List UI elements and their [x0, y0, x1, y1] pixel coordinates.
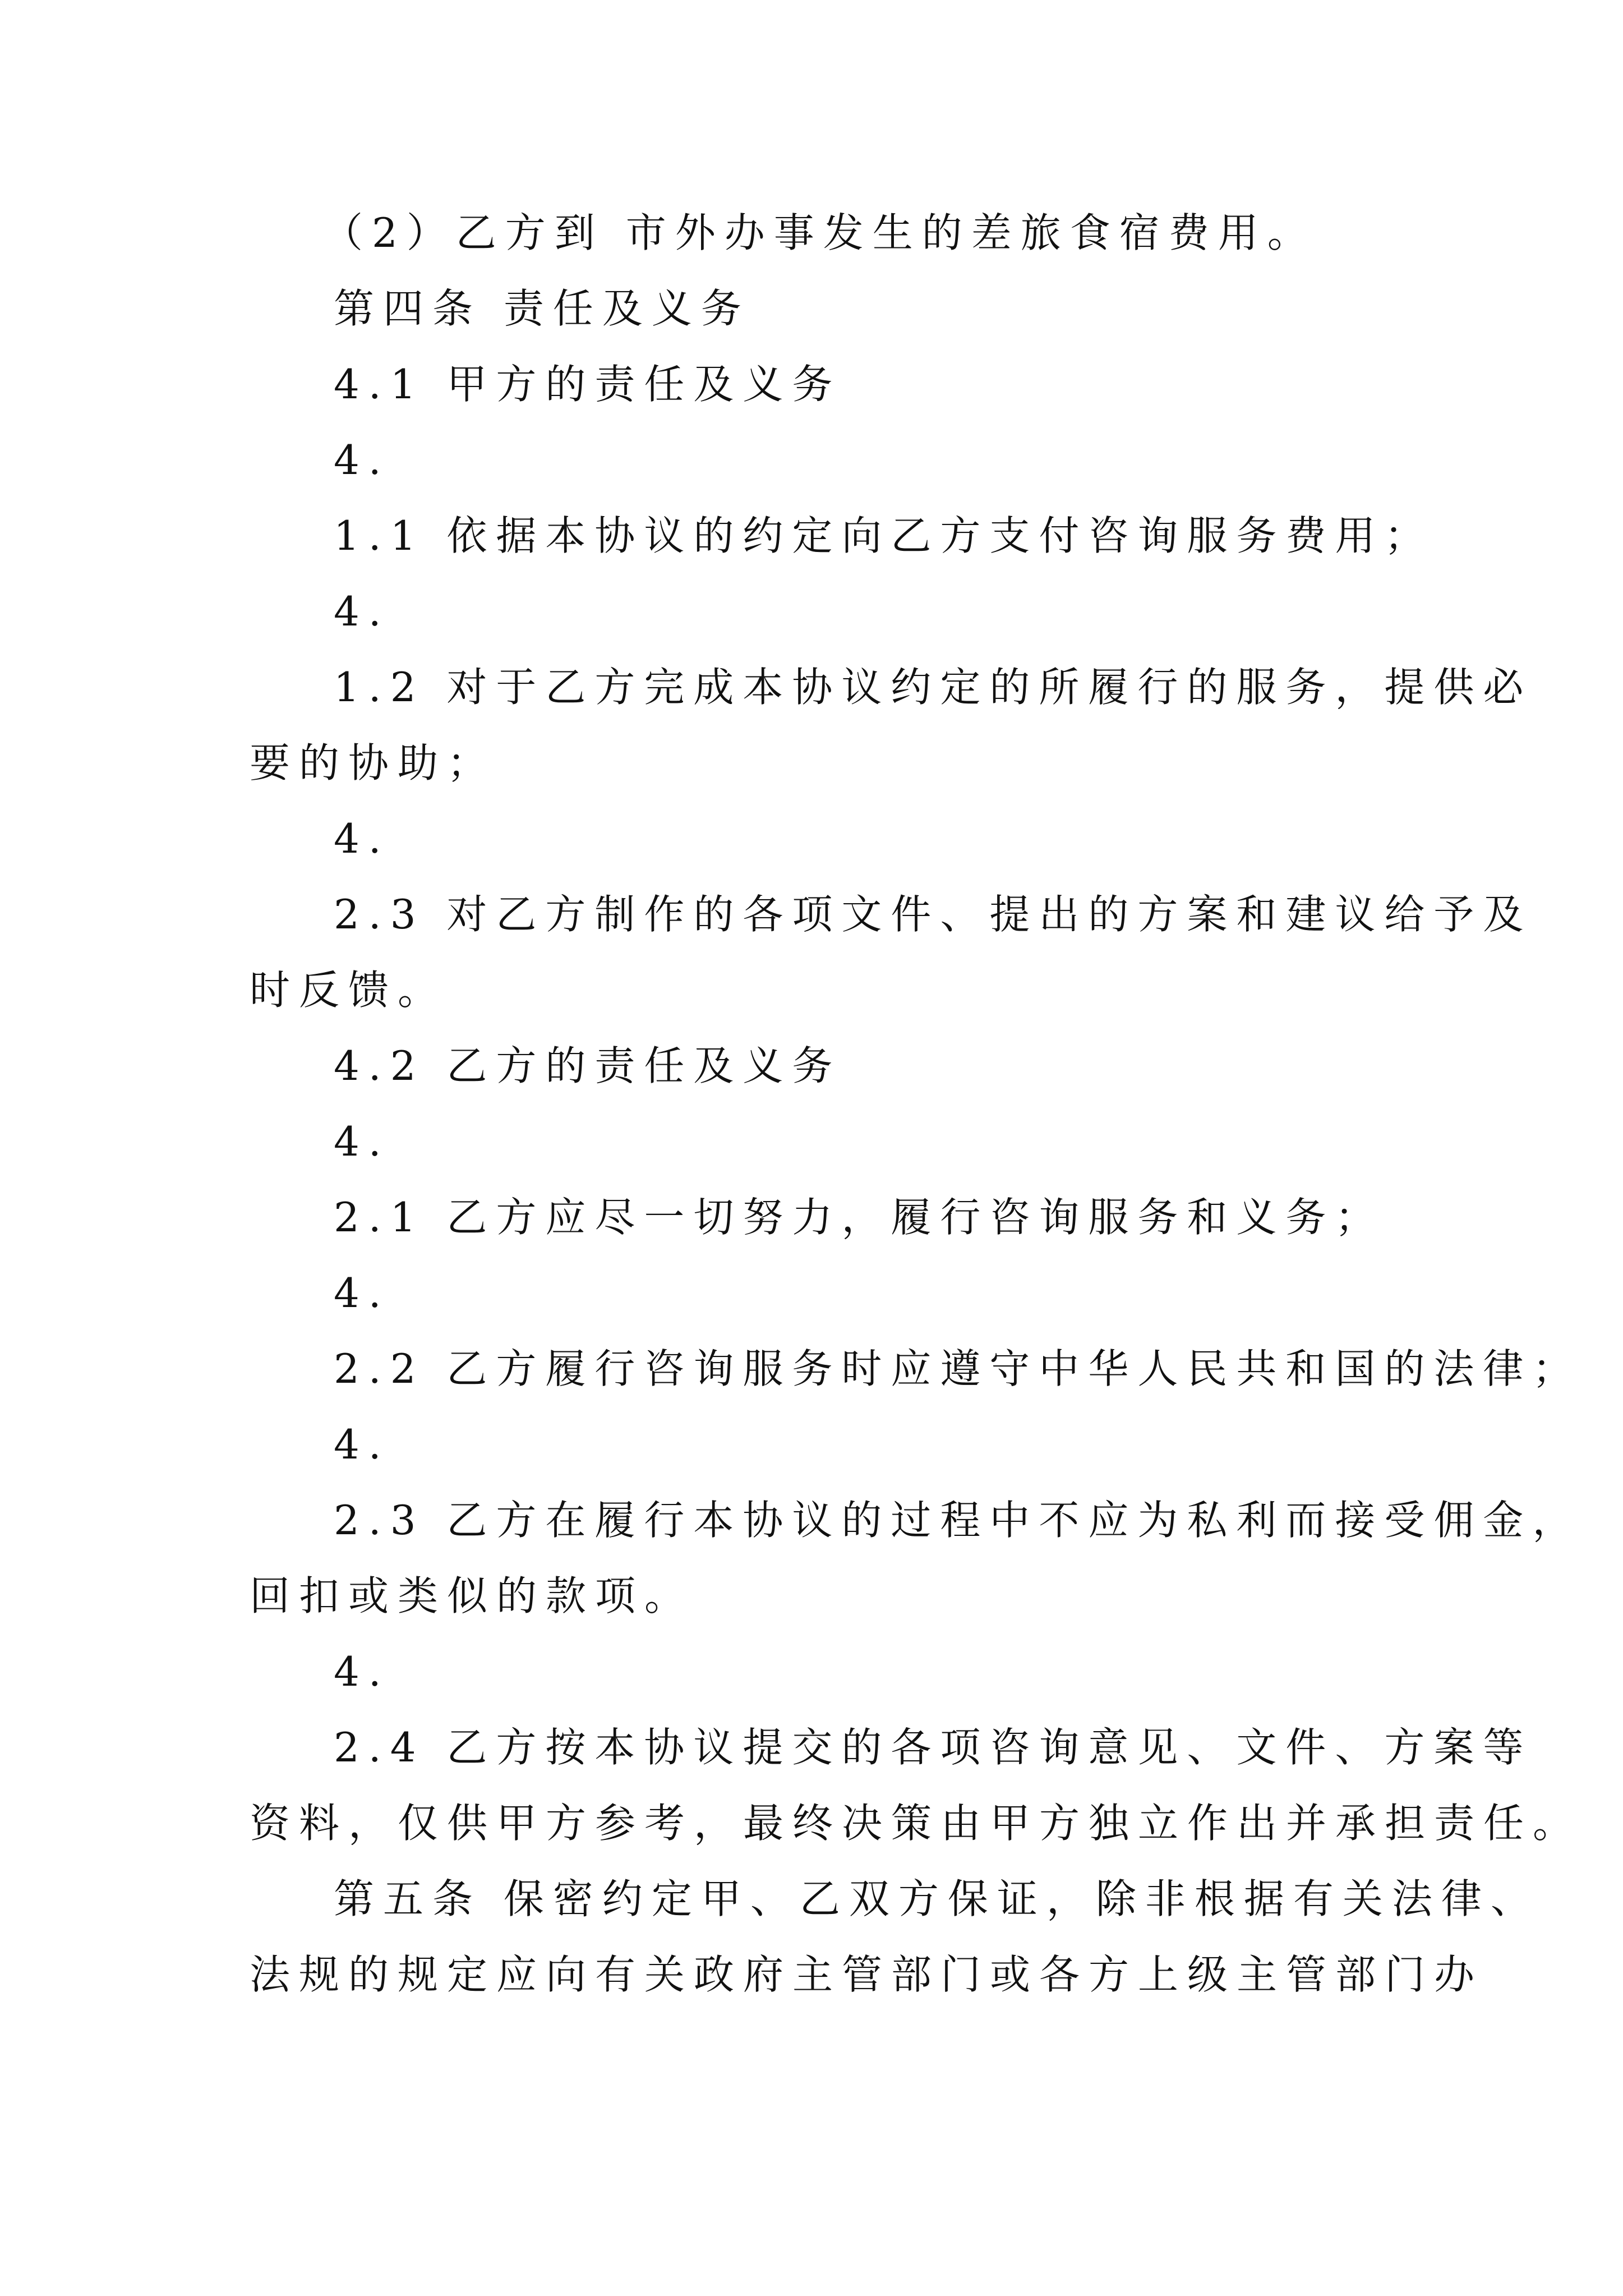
article-heading: 第五条 保密约定甲、乙双方保证，除非根据有关法律、: [334, 1875, 1540, 1922]
paragraph-line: 4.: [334, 1421, 390, 1468]
paragraph-line: 4.: [334, 436, 390, 484]
paragraph-line: 2.2 乙方履行咨询服务时应遵守中华人民共和国的法律；: [334, 1345, 1582, 1392]
section-heading: 4.2 乙方的责任及义务: [334, 1042, 842, 1089]
paragraph-line: 资料，仅供甲方参考，最终决策由甲方独立作出并承担责任。: [250, 1800, 1583, 1847]
paragraph-line: 2.1 乙方应尽一切努力，履行咨询服务和义务；: [334, 1194, 1385, 1241]
paragraph-line: 4.: [334, 815, 390, 862]
paragraph-line: 要的协助；: [250, 739, 497, 786]
section-heading: 4.1 甲方的责任及义务: [334, 361, 842, 408]
paragraph-line: 2.4 乙方按本协议提交的各项咨询意见、文件、方案等: [334, 1724, 1533, 1771]
paragraph-line: 法规的规定应向有关政府主管部门或各方上级主管部门办: [250, 1951, 1484, 1998]
paragraph-line: （2）乙方到 市外办事发生的差旅食宿费用。: [322, 209, 1317, 256]
paragraph-line: 4.: [334, 1118, 390, 1165]
paragraph-line: 回扣或类似的款项。: [250, 1572, 694, 1619]
paragraph-line: 4.: [334, 1648, 390, 1695]
paragraph-line: 2.3 对乙方制作的各项文件、提出的方案和建议给予及: [334, 891, 1533, 938]
paragraph-line: 2.3 乙方在履行本协议的过程中不应为私利而接受佣金，: [334, 1497, 1582, 1544]
paragraph-line: 1.1 依据本协议的约定向乙方支付咨询服务费用；: [334, 512, 1434, 559]
paragraph-line: 1.2 对于乙方完成本协议约定的所履行的服务，提供必: [334, 664, 1533, 711]
paragraph-line: 时反馈。: [250, 967, 448, 1014]
paragraph-line: 4.: [334, 1269, 390, 1317]
article-heading: 第四条 责任及义务: [334, 285, 750, 332]
paragraph-line: 4.: [334, 588, 390, 635]
